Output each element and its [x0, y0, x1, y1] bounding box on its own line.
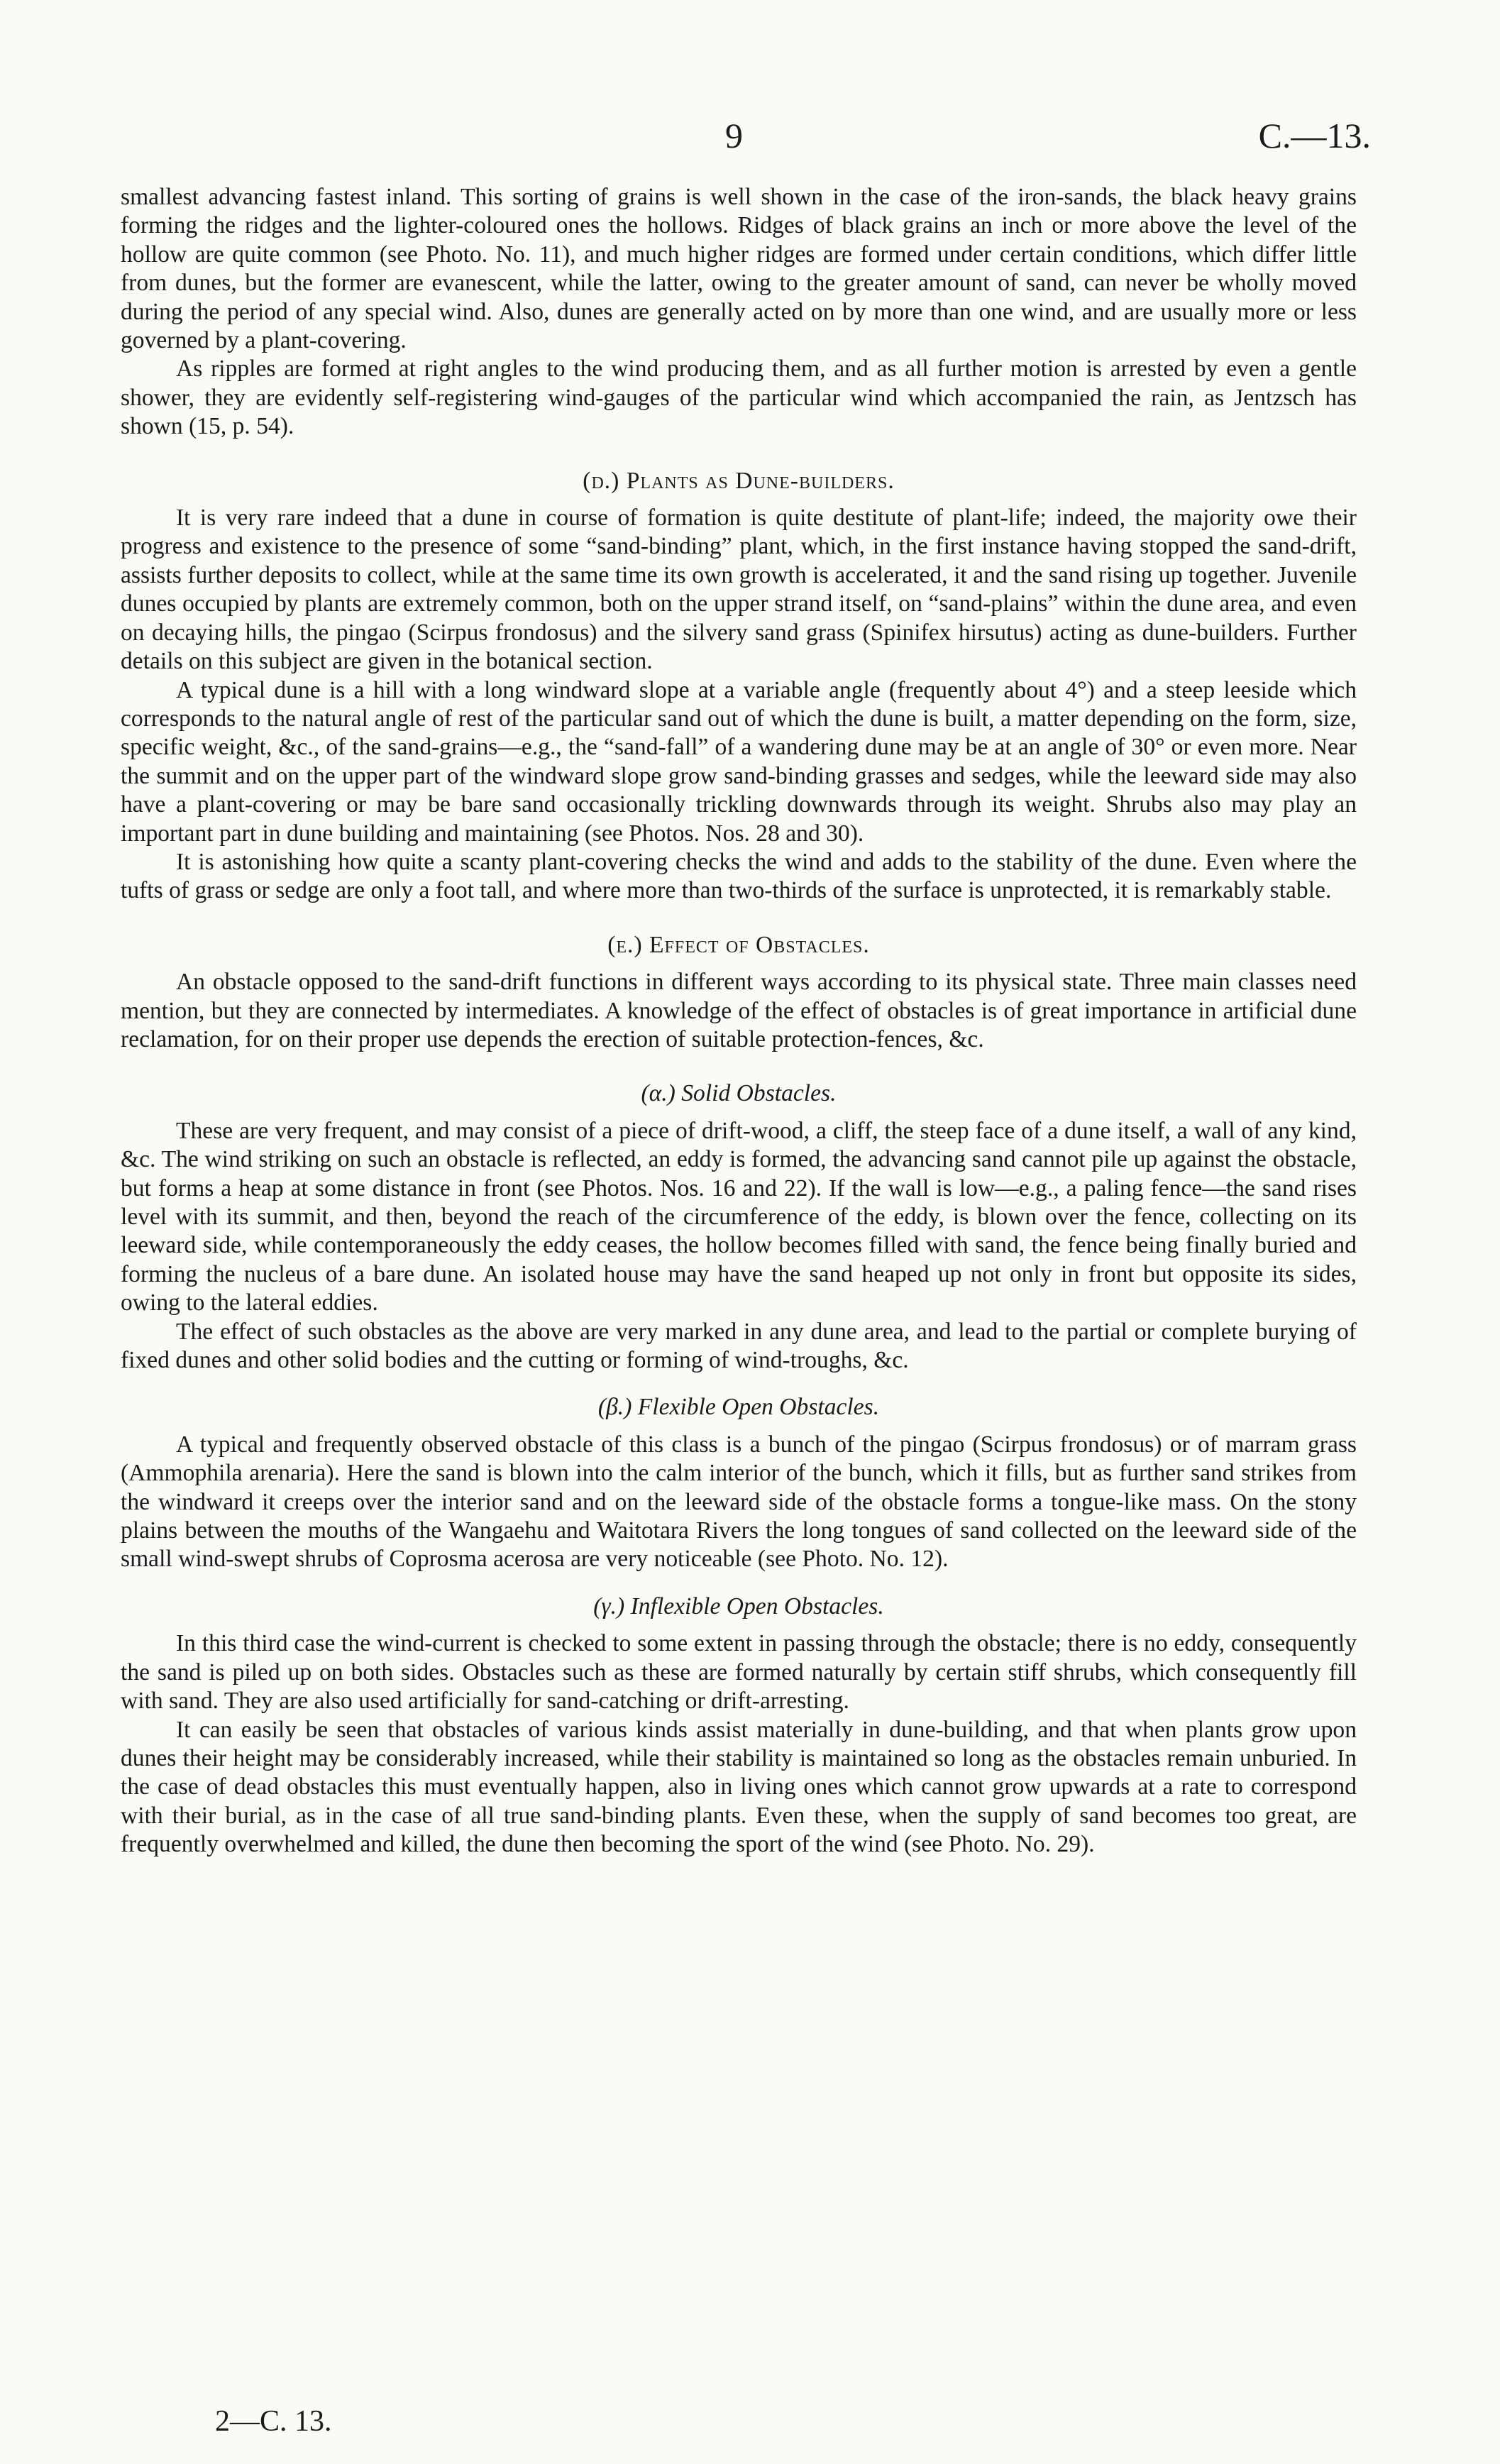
paragraph: The effect of such obstacles as the above are very marked in any dune area, and lead to the partial or complete burying of fixed dunes and other solid bodies and the cutting or forming of wind-troughs, &c. — [121, 1318, 1357, 1374]
body-text — [121, 183, 1357, 1859]
footer-signature: 2—C. 13. — [215, 2405, 332, 2438]
paragraph: A typical dune is a hill with a long windward slope at a variable angle (frequently about 4°) and a steep leeside which corresponds to the natural angle of rest of the particular sand out of which the dune is built, a matter depending on the form, size, specific weight, &c., of the sand-grains—e.g., the “sand-fall” of a wandering dune may be at an angle of 30° or even more. Near the summit and on the upper part of the windward slope grow sand-binding grasses and sedges, while the leeward side may also have a plant-covering or may be bare sand occasionally trickling downwards through its weight. Shrubs also may play an important part in dune building and maintaining (see Photos. Nos. 28 and 30). — [121, 676, 1357, 847]
section-heading-d: (d.) Plants as Dune-builders. — [583, 467, 895, 494]
paragraph: As ripples are formed at right angles to the wind producing them, and as all further motion is arrested by even a gentle shower, they are evidently self-registering wind-gauges of the particular wind which accompanied the rain, as Jentzsch has shown (15, p. 54). — [121, 356, 1357, 440]
paragraph: These are very frequent, and may consist of a piece of drift-wood, a cliff, the steep face of a dune itself, a wall of any kind, &c. The wind striking on such an obstacle is reflected, an eddy is formed, the advancing sand cannot pile up against the obstacle, but forms a heap at some distance in front (see Photos. Nos. 16 and 22). If the wall is low—e.g., a paling fence—the sand rises level with its summit, and then, beyond the reach of the circumference of the eddy, is blown over the fence, collecting on its leeward side, while contemporaneously the eddy ceases, the hollow becomes filled with sand, the fence being finally buried and forming the nucleus of a bare dune. An isolated house may have the sand heaped up not only in front but opposite its sides, owing to the lateral eddies. — [121, 1117, 1357, 1316]
paragraph: A typical and frequently observed obstacle of this class is a bunch of the pingao (Scirpus frondosus) or of marram grass (Ammophila arenaria). Here the sand is blown into the calm interior of the bunch, which it fills, but as further sand strikes from the windward it creeps over the interior sand and on the leeward side of the obstacle forms a tongue-like mass. On the stony plains between the mouths of the Wangaehu and Waitotara Rivers the long tongues of sand collected on the leeward side of the small wind-swept shrubs of Coprosma acerosa are very noticeable (see Photo. No. 12). — [121, 1431, 1357, 1573]
section-heading-e: (e.) Effect of Obstacles. — [607, 931, 870, 958]
paragraph: It is astonishing how quite a scanty plant-covering checks the wind and adds to the stability of the dune. Even where the tufts of grass or sedge are only a foot tall, and where more than two-thirds of the surface is unprotected, it is remarkably stable. — [121, 848, 1357, 904]
page-number: 9 — [725, 116, 743, 155]
subsection-heading-beta: (β.) Flexible Open Obstacles. — [597, 1394, 880, 1421]
paragraph: It can easily be seen that obstacles of various kinds assist materially in dune-building, and that when plants grow upon dunes their height may be considerably increased, while their stability is maintained so long as the obstacles remain unburied. In the case of dead obstacles this must eventually happen, also in living ones which cannot grow upwards at a rate to correspond with their burial, as in the case of all true sand-binding plants. Even these, when the supply of sand becomes too great, are frequently overwhelmed and killed, the dune then becoming the sport of the wind (see Photo. No. 29). — [121, 1716, 1357, 1858]
paragraph: An obstacle opposed to the sand-drift functions in different ways according to its physical state. Three main classes need mention, but they are connected by intermediates. A knowledge of the effect of obstacles is of great importance in artificial dune reclamation, for on their proper use depends the erection of suitable protection-fences, &c. — [121, 969, 1357, 1052]
document-code: C.—13. — [1258, 116, 1371, 155]
subsection-heading-alpha: (α.) Solid Obstacles. — [641, 1080, 837, 1107]
paragraph: smallest advancing fastest inland. This sorting of grains is well shown in the case of the iron-sands, the black heavy grains forming the ridges and the lighter-coloured ones the hollows. Ridges of black grains an inch or more above the level of the hollow are quite common (see Photo. No. 11), and much higher ridges are formed under certain conditions, which differ little from dunes, but the former are evanescent, while the latter, owing to the greater amount of sand, can never be wholly moved during the period of any special wind. Also, dunes are generally acted on by more than one wind, and are usually more or less governed by a plant-covering. — [121, 184, 1357, 354]
paragraph: In this third case the wind-current is checked to some extent in passing through the obstacle; there is no eddy, consequently the sand is piled up on both sides. Obstacles such as these are formed naturally by certain stiff shrubs, which consequently fill with sand. They are also used artificially for sand-catching or drift-arresting. — [121, 1630, 1357, 1715]
subsection-heading-gamma: (γ.) Inflexible Open Obstacles. — [593, 1593, 884, 1619]
paragraph: It is very rare indeed that a dune in course of formation is quite destitute of plant-life; indeed, the majority owe their progress and existence to the presence of some “sand-binding” plant, which, in the first instance having stopped the sand-drift, assists further deposits to collect, while at the same time its own growth is accelerated, it and the sand rising up together. Juvenile dunes occupied by plants are extremely common, both on the upper strand itself, on “sand-plains” within the dune area, and even on decaying hills, the pingao (Scirpus frondosus) and the silvery sand grass (Spinifex hirsutus) acting as dune-builders. Further details on this subject are given in the botanical section. — [121, 505, 1357, 675]
